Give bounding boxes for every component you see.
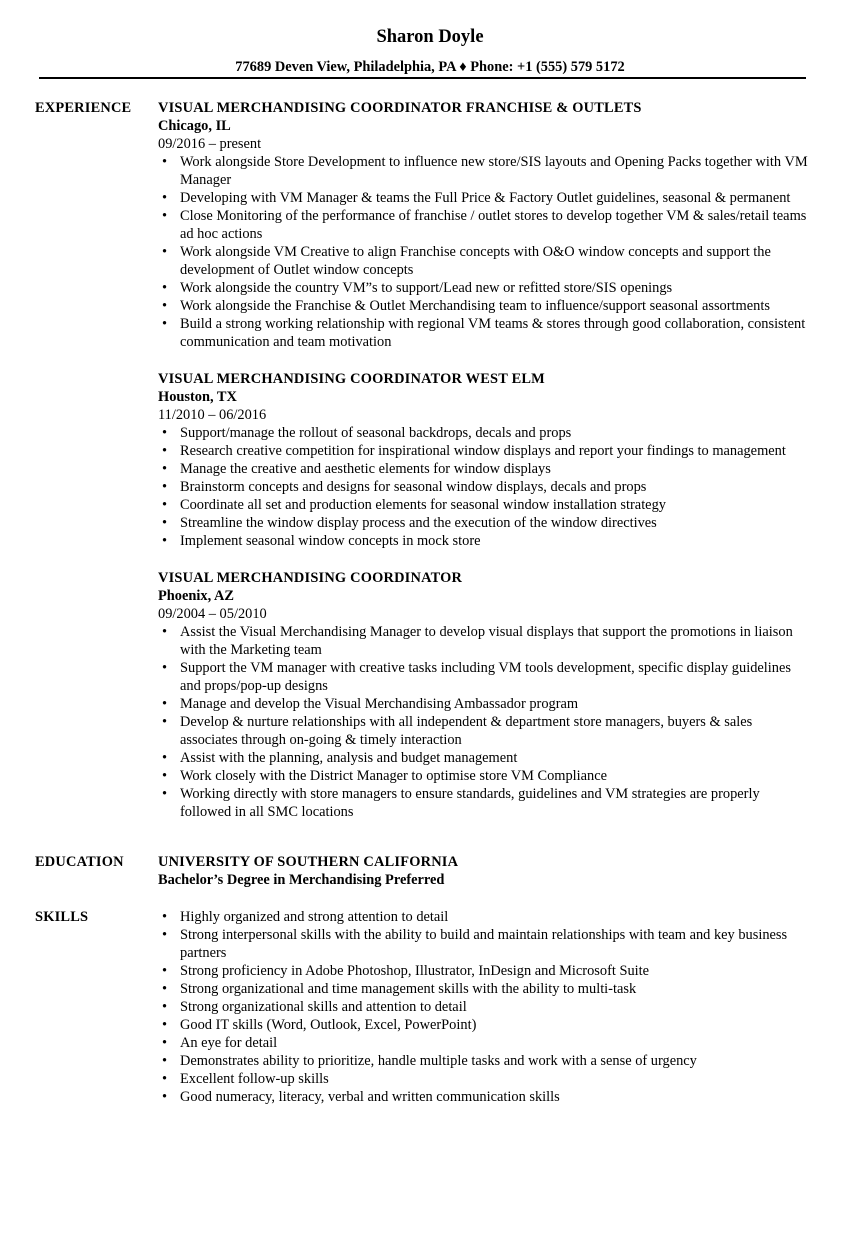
job-entry <box>158 569 813 821</box>
skill-item: • Strong proficiency in Adobe Photoshop, Illustrator, InDesign and Microsoft Suite <box>158 962 813 980</box>
job-bullet: • Develop & nurture relationships with all independent & department store managers, buyers & sales associates through on-going & timely interaction <box>158 713 813 749</box>
job-bullet: • Manage the creative and aesthetic elements for window displays <box>158 460 813 478</box>
skill-item: • Strong interpersonal skills with the ability to build and maintain relationships with team and key business partners <box>158 926 813 962</box>
job-bullet: • Assist with the planning, analysis and budget management <box>158 749 813 767</box>
education-degree: Bachelor’s Degree in Merchandising Preferred <box>158 872 445 888</box>
job-bullet: • Manage and develop the Visual Merchandising Ambassador program <box>158 695 813 713</box>
job-bullet: • Close Monitoring of the performance of franchise / outlet stores to develop together VM & sales/retail teams ad hoc actions <box>158 207 813 243</box>
experience-label: EXPERIENCE <box>35 100 132 116</box>
resume-name: Sharon Doyle <box>376 27 484 47</box>
job-bullets <box>158 424 813 550</box>
job-bullet: • Assist the Visual Merchandising Manager to develop visual displays that support the promotions in liaison with the Marketing team <box>158 623 813 659</box>
education-label: EDUCATION <box>35 854 124 870</box>
experience-content <box>158 99 813 821</box>
education-school: UNIVERSITY OF SOUTHERN CALIFORNIA <box>158 854 459 870</box>
job-bullets <box>158 153 813 351</box>
skills-content <box>158 908 813 1106</box>
job-title: VISUAL MERCHANDISING COORDINATOR WEST ELM <box>158 371 545 387</box>
header-divider <box>39 77 806 79</box>
skill-item: • An eye for detail <box>158 1034 813 1052</box>
job-entry <box>158 99 813 351</box>
job-dates: 11/2010 – 06/2016 <box>158 407 267 423</box>
job-bullet: • Work closely with the District Manager to optimise store VM Compliance <box>158 767 813 785</box>
job-bullet: • Research creative competition for inspirational window displays and report your findings to management <box>158 442 813 460</box>
contact-line: 77689 Deven View, Philadelphia, PA ♦ Phone: +1 (555) 579 5172 <box>235 59 625 75</box>
job-bullet: • Coordinate all set and production elements for seasonal window installation strategy <box>158 496 813 514</box>
job-entry <box>158 370 813 550</box>
job-bullet: • Developing with VM Manager & teams the Full Price & Factory Outlet guidelines, seasonal & permanent <box>158 189 813 207</box>
job-bullet: • Work alongside VM Creative to align Franchise concepts with O&O window concepts and support the development of Outlet window concepts <box>158 243 813 279</box>
job-bullets <box>158 623 813 821</box>
education-content <box>158 853 813 889</box>
skill-item: • Good IT skills (Word, Outlook, Excel, PowerPoint) <box>158 1016 813 1034</box>
skills-label: SKILLS <box>35 909 89 925</box>
skill-item: • Demonstrates ability to prioritize, handle multiple tasks and work with a sense of urgency <box>158 1052 813 1070</box>
skills-list <box>158 908 813 1106</box>
job-bullet: • Support the VM manager with creative tasks including VM tools development, specific display guidelines and props/pop-up designs <box>158 659 813 695</box>
skill-item: • Strong organizational skills and attention to detail <box>158 998 813 1016</box>
job-dates: 09/2004 – 05/2010 <box>158 606 267 622</box>
job-location: Houston, TX <box>158 389 237 405</box>
job-title: VISUAL MERCHANDISING COORDINATOR FRANCHISE & OUTLETS <box>158 100 642 116</box>
job-bullet: • Work alongside Store Development to influence new store/SIS layouts and Opening Packs together with VM Manager <box>158 153 813 189</box>
skill-item: • Strong organizational and time management skills with the ability to multi-task <box>158 980 813 998</box>
skill-item: • Highly organized and strong attention to detail <box>158 908 813 926</box>
job-bullet: • Support/manage the rollout of seasonal backdrops, decals and props <box>158 424 813 442</box>
job-title: VISUAL MERCHANDISING COORDINATOR <box>158 570 463 586</box>
job-dates: 09/2016 – present <box>158 136 262 152</box>
job-location: Phoenix, AZ <box>158 588 234 604</box>
job-bullet: • Build a strong working relationship with regional VM teams & stores through good collaboration, consistent communication and team motivation <box>158 315 813 351</box>
job-bullet: • Brainstorm concepts and designs for seasonal window displays, decals and props <box>158 478 813 496</box>
job-location: Chicago, IL <box>158 118 231 134</box>
skill-item: • Good numeracy, literacy, verbal and written communication skills <box>158 1088 813 1106</box>
job-bullet: • Streamline the window display process and the execution of the window directives <box>158 514 813 532</box>
job-bullet: • Work alongside the Franchise & Outlet Merchandising team to influence/support seasonal assortments <box>158 297 813 315</box>
job-bullet: • Work alongside the country VM”s to support/Lead new or refitted store/SIS openings <box>158 279 813 297</box>
job-bullet: • Working directly with store managers to ensure standards, guidelines and VM strategies are properly followed in all SMC locations <box>158 785 813 821</box>
job-bullet: • Implement seasonal window concepts in mock store <box>158 532 813 550</box>
skill-item: • Excellent follow-up skills <box>158 1070 813 1088</box>
